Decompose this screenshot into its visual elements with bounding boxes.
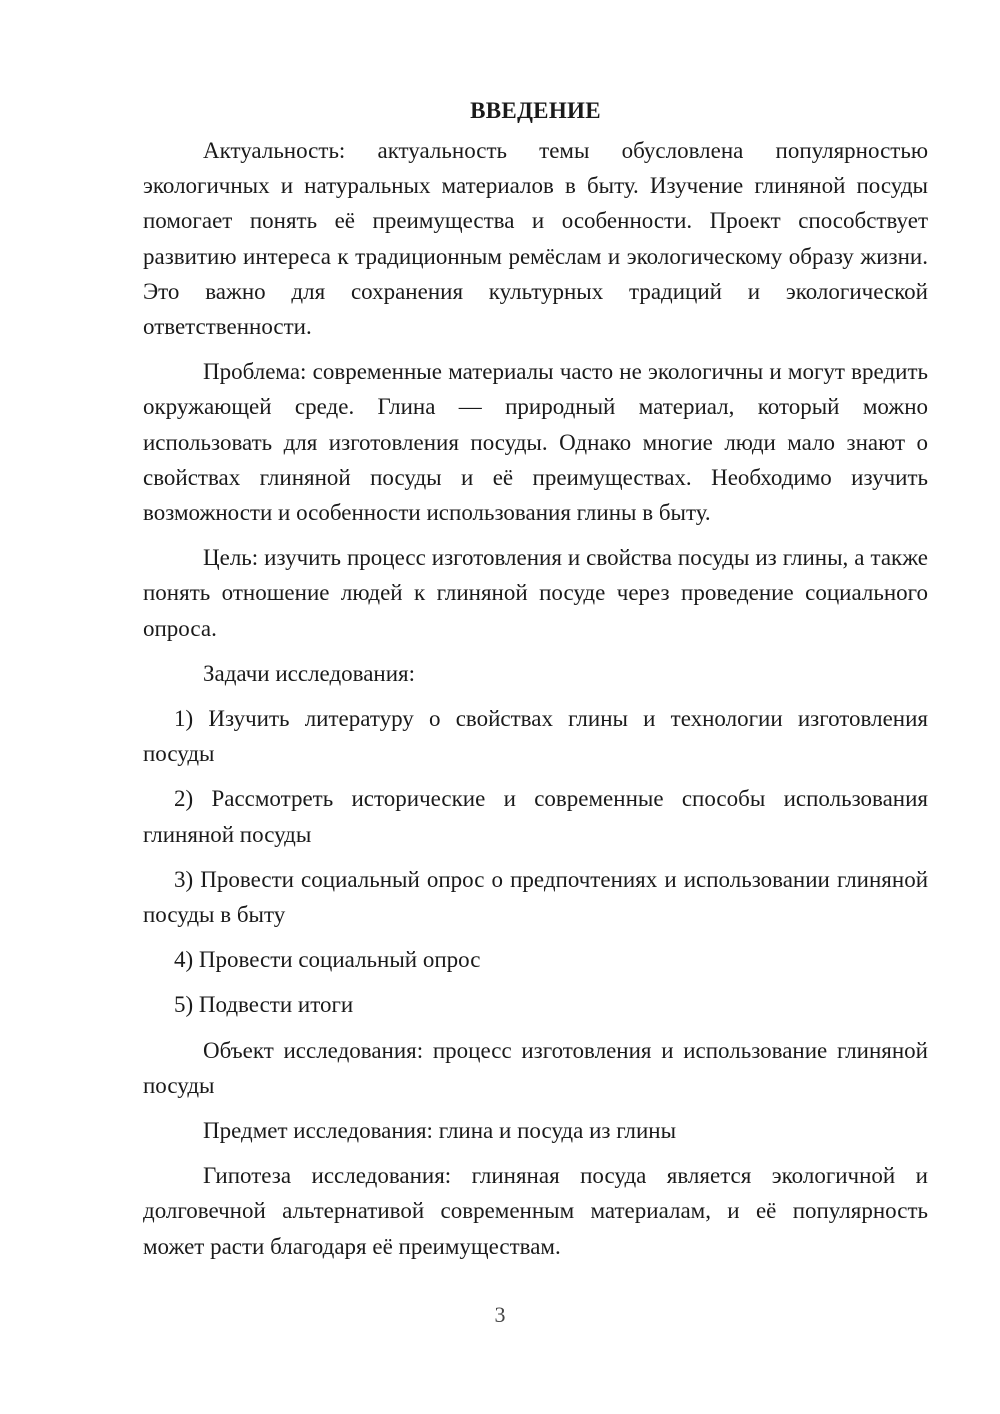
task-item-4: 4) Провести социальный опрос xyxy=(174,947,481,973)
goal-paragraph: Цель: изучить процесс изготовления и свойства посуды из глины, а также понять отношение людей к глиняной посуде через проведение социального опроса. xyxy=(143,545,928,641)
relevance-paragraph: Актуальность: актуальность темы обусловлена популярностью экологичных и натуральных материалов в быту. Изучение глиняной посуды помогает понять её преимущества и особенности. Проект способствует развитию интереса к традиционным ремёслам и экологическому образу жизни. Это важно для сохранения культурных традиций и экологической ответственности. xyxy=(143,138,928,340)
page-title: ВВЕДЕНИЕ xyxy=(470,98,601,123)
hypothesis-paragraph: Гипотеза исследования: глиняная посуда является экологичной и долговечной альтернативой современным материалам, и её популярность может расти благодаря её преимуществам. xyxy=(143,1163,928,1259)
page-number: 3 xyxy=(494,1302,506,1327)
task-item-1: 1) Изучить литературу о свойствах глины и технологии изготовления посуды xyxy=(143,706,928,767)
task-item-2: 2) Рассмотреть исторические и современные способы использования глиняной посуды xyxy=(143,786,928,847)
task-item-3: 3) Провести социальный опрос о предпочтениях и использовании глиняной посуды в быту xyxy=(143,866,928,928)
problem-paragraph: Проблема: современные материалы часто не экологичны и могут вредить окружающей среде. Глина — природный материал, который можно использовать для изготовления посуды. Однако многие люди мало знают о свойствах глиняной посуды и её преимуществах. Необходимо изучить возможности и особенности использования глины в быту. xyxy=(143,359,928,526)
tasks-heading: Задачи исследования: xyxy=(203,660,416,686)
research-object-paragraph: Объект исследования: процесс изготовления и использование глиняной посуды xyxy=(143,1037,928,1098)
research-subject-paragraph: Предмет исследования: глина и посуда из глины xyxy=(203,1118,677,1144)
task-item-5: 5) Подвести итоги xyxy=(174,992,354,1018)
document-page xyxy=(143,93,928,1274)
